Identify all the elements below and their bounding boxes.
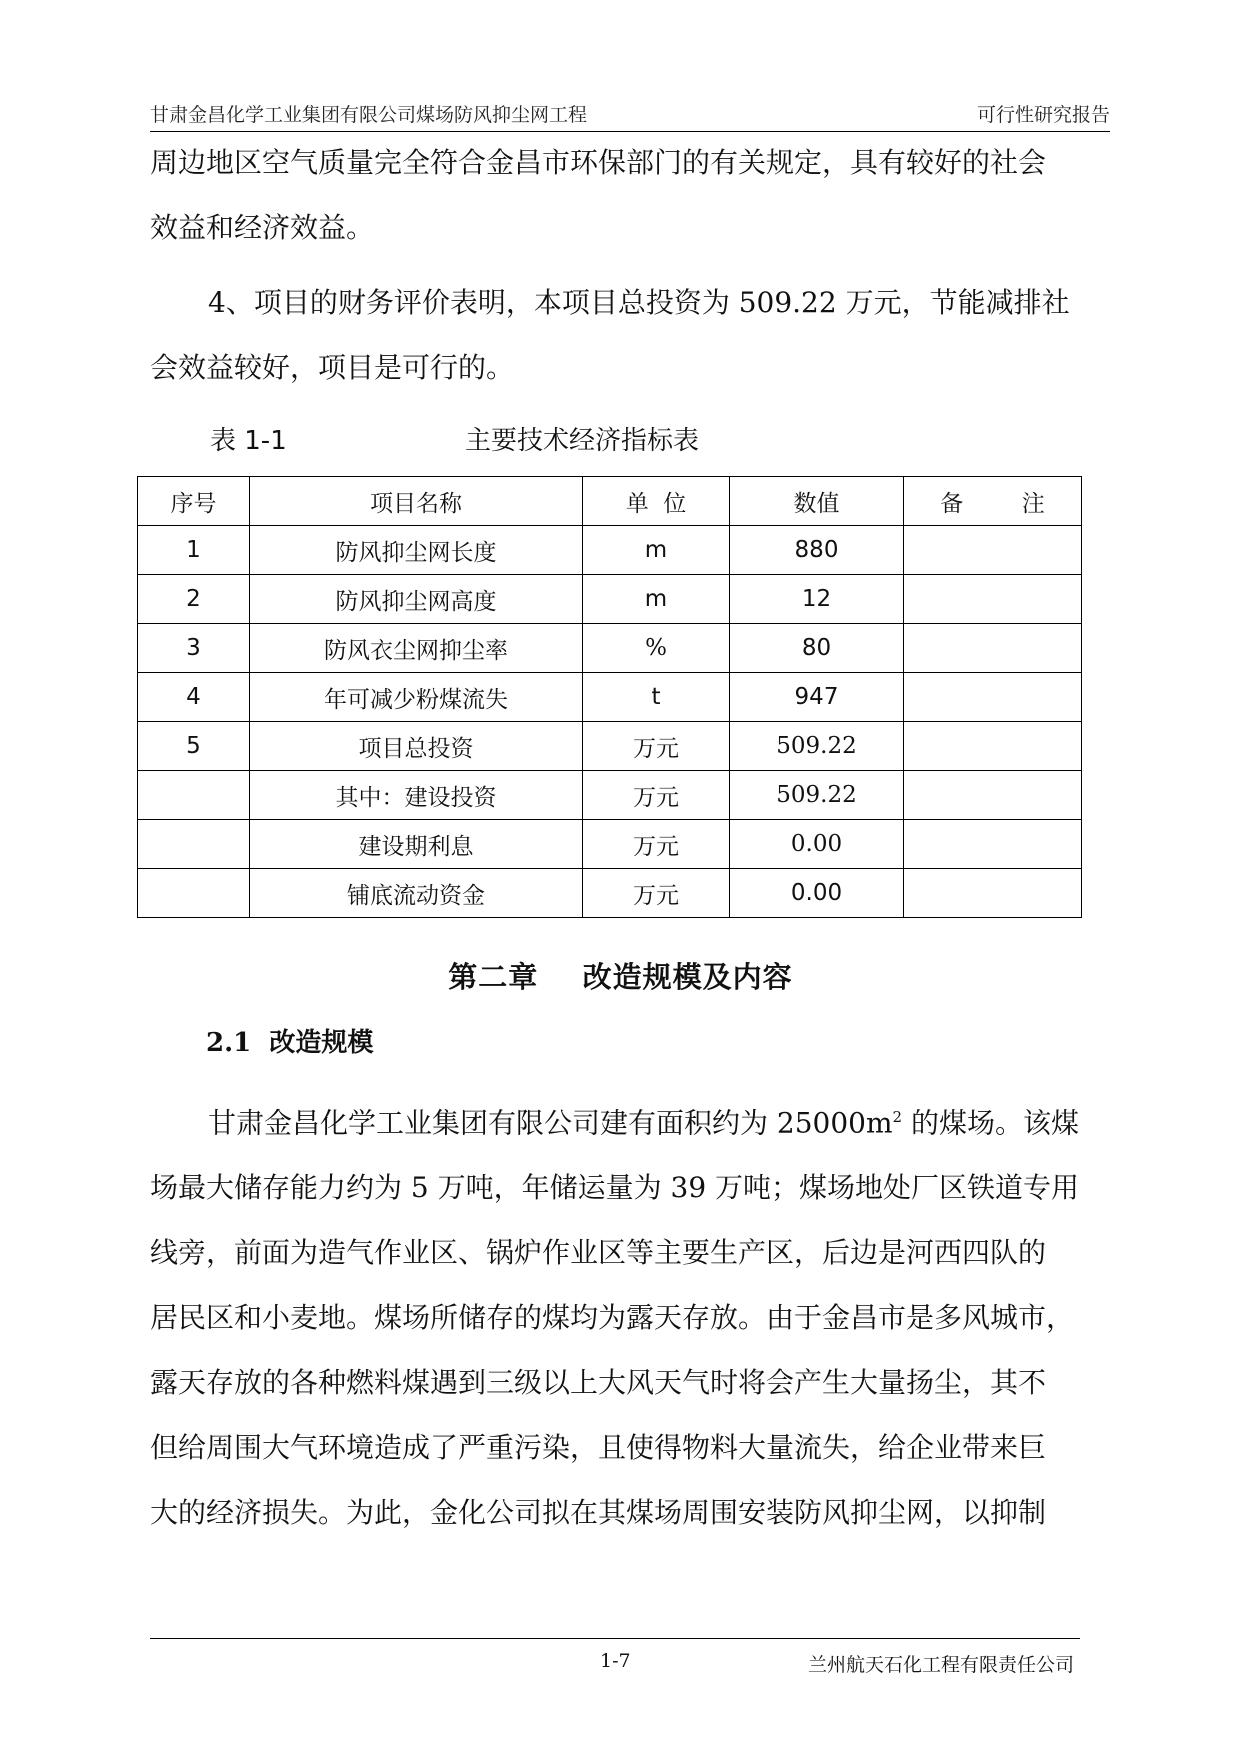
table-row — [138, 820, 1082, 869]
cell-no — [138, 869, 250, 918]
conclusion-line: 4、项目的财务评价表明，本项目总投资为 509.22 万元，节能减排社 — [208, 286, 1070, 319]
cell-note — [904, 673, 1082, 722]
cell-unit: 万元 — [583, 869, 730, 918]
section-title: 2.1 改造规模 — [206, 1028, 374, 1058]
paragraph-line: 露天存放的各种燃料煤遇到三级以上大风天气时将会产生大量扬尘，其不 — [150, 1366, 1047, 1400]
cell-name: 年可减少粉煤流失 — [250, 673, 583, 722]
cell-name: 防风抑尘网长度 — [250, 526, 583, 575]
header-cell-no: 序号 — [138, 477, 250, 526]
cell-unit: 万元 — [583, 722, 730, 771]
chapter-title: 第二章 改造规模及内容 — [448, 960, 793, 994]
cell-no — [138, 771, 250, 820]
intro-line: 周边地区空气质量完全符合金昌市环保部门的有关规定，具有较好的社会 — [150, 146, 1047, 179]
table-row — [138, 869, 1082, 918]
header-cell-name: 项目名称 — [250, 477, 583, 526]
cell-name: 其中：建设投资 — [250, 771, 583, 820]
header-cell-note: 备 注 — [904, 477, 1082, 526]
cell-no — [138, 820, 250, 869]
cell-note — [904, 722, 1082, 771]
table-row — [138, 771, 1082, 820]
cell-value: 12 — [730, 575, 904, 624]
cell-value: 0.00 — [730, 869, 904, 918]
cell-note — [904, 575, 1082, 624]
table-caption-title: 主要技术经济指标表 — [465, 426, 700, 456]
cell-no: 5 — [138, 722, 250, 771]
cell-no: 2 — [138, 575, 250, 624]
cell-no: 1 — [138, 526, 250, 575]
indicator-table — [137, 476, 1082, 918]
conclusion-line: 会效益较好，项目是可行的。 — [150, 351, 515, 384]
footer-rule — [150, 1638, 1080, 1639]
header-document-title: 甘肃金昌化学工业集团有限公司煤场防风抑尘网工程 — [150, 104, 588, 126]
header-cell-value: 数值 — [730, 477, 904, 526]
cell-no: 3 — [138, 624, 250, 673]
cell-value: 80 — [730, 624, 904, 673]
cell-unit: 万元 — [583, 820, 730, 869]
cell-value: 509.22 — [730, 722, 904, 771]
cell-unit: m — [583, 575, 730, 624]
paragraph-line: 但给周围大气环境造成了严重污染，且使得物料大量流失，给企业带来巨 — [150, 1431, 1047, 1465]
cell-note — [904, 869, 1082, 918]
table-row — [138, 722, 1082, 771]
intro-line: 效益和经济效益。 — [150, 211, 375, 244]
cell-name: 防风衣尘网抑尘率 — [250, 624, 583, 673]
cell-unit: m — [583, 526, 730, 575]
scale-paragraph — [150, 1085, 1110, 1545]
cell-value: 880 — [730, 526, 904, 575]
cell-note — [904, 526, 1082, 575]
header-cell-unit: 单 位 — [583, 477, 730, 526]
cell-unit: % — [583, 624, 730, 673]
paragraph-line: 居民区和小麦地。煤场所储存的煤均为露天存放。由于金昌市是多风城市， — [150, 1301, 1075, 1335]
page-number: 1-7 — [600, 1650, 631, 1672]
paragraph-line: 线旁，前面为造气作业区、锅炉作业区等主要生产区，后边是河西四队的 — [150, 1236, 1047, 1270]
cell-unit: t — [583, 673, 730, 722]
cell-name: 建设期利息 — [250, 820, 583, 869]
cell-note — [904, 771, 1082, 820]
intro-paragraph — [150, 130, 1110, 260]
table-header-row — [138, 477, 1082, 526]
cell-no: 4 — [138, 673, 250, 722]
table-row — [138, 624, 1082, 673]
cell-name: 项目总投资 — [250, 722, 583, 771]
table-row — [138, 526, 1082, 575]
table-caption-label: 表 1-1 — [210, 426, 287, 456]
cell-name: 防风抑尘网高度 — [250, 575, 583, 624]
paragraph-line: 大的经济损失。为此，金化公司拟在其煤场周围安装防风抑尘网，以抑制 — [150, 1496, 1047, 1530]
cell-value: 509.22 — [730, 771, 904, 820]
cell-note — [904, 624, 1082, 673]
superscript: 2 — [892, 1108, 903, 1126]
paragraph-line: 场最大储存能力约为 5 万吨，年储运量为 39 万吨；煤场地处厂区铁道专用 — [150, 1171, 1080, 1205]
cell-value: 947 — [730, 673, 904, 722]
footer-company: 兰州航天石化工程有限责任公司 — [808, 1654, 1075, 1676]
table-row — [138, 575, 1082, 624]
cell-value: 0.00 — [730, 820, 904, 869]
paragraph-line: 甘肃金昌化学工业集团有限公司建有面积约为 $25000m^2$ 的煤场。该煤 — [208, 1106, 1079, 1140]
conclusion-item-4 — [150, 270, 1110, 400]
table-row — [138, 673, 1082, 722]
cell-note — [904, 820, 1082, 869]
header-report-type: 可行性研究报告 — [976, 104, 1110, 126]
cell-name: 铺底流动资金 — [250, 869, 583, 918]
cell-unit: 万元 — [583, 771, 730, 820]
